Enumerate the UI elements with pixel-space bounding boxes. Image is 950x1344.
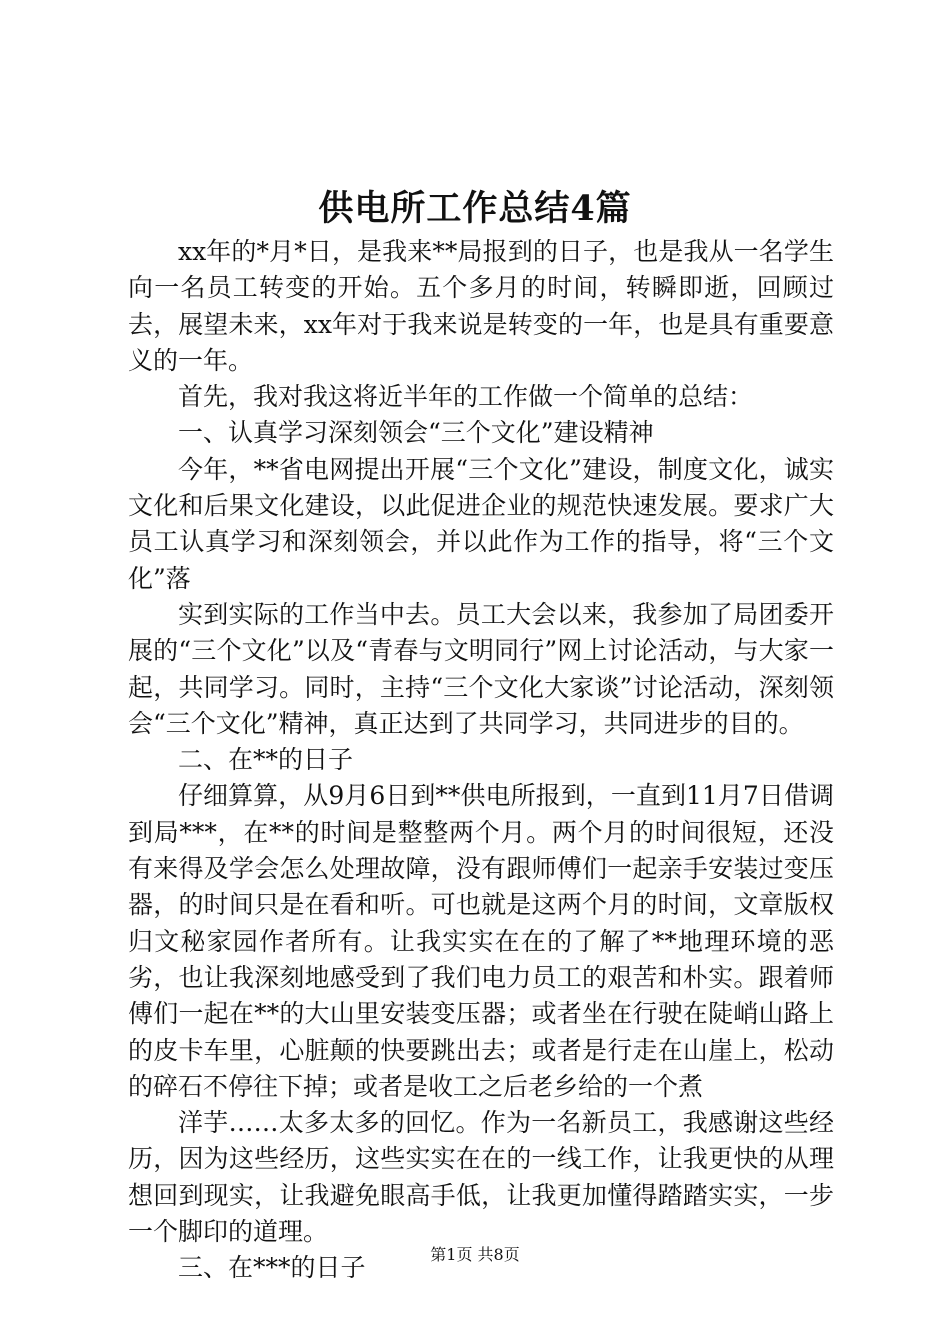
paragraph-three-cultures: 今年，**省电网提出开展“三个文化”建设，制度文化，诚实文化和后果文化建设，以此促进企业的规范快速发展。要求广大员工认真学习和深刻领会，并以此作为工作的指导，将“三个文化”落 bbox=[128, 454, 834, 593]
section-heading-2: 二、在**的日子 bbox=[178, 745, 354, 775]
page-footer: 第1页 共8页 bbox=[430, 1245, 520, 1264]
section-heading-3: 三、在***的日子 bbox=[178, 1253, 366, 1283]
section-heading-1: 一、认真学习深刻领会“三个文化”建设精神 bbox=[178, 418, 654, 448]
document-body bbox=[128, 234, 834, 1287]
paragraph-days-at-station: 仔细算算，从9月6日到**供电所报到，一直到11月7日借调到局***，在**的时间是整整两个月。两个月的时间很短，还没有来得及学会怎么处理故障，没有跟师傅们一起亲手安装过变压器，的时间只是在看和听。可也就是这两个月的时间，文章版权归文秘家园作者所有。让我实实在在的了解了**地理环境的恶劣，也让我深刻地感受到了我们电力员工的艰苦和朴实。跟着师傅们一起在**的大山里安装变压器；或者坐在行驶在陡峭山路上的皮卡车里，心脏颠的快要跳出去；或者是行走在山崖上，松动的碎石不停往下掉；或者是收工之后老乡给的一个煮 bbox=[128, 781, 834, 1101]
paragraph-memories: 洋芋……太多太多的回忆。作为一名新员工，我感谢这些经历，因为这些经历，这些实实在在的一线工作，让我更快的从理想回到现实，让我避免眼高手低，让我更加懂得踏踏实实，一步一个脚印的道理。 bbox=[128, 1108, 834, 1247]
paragraph-summary-lead: 首先，我对我这将近半年的工作做一个简单的总结： bbox=[178, 382, 754, 412]
document-title: 供电所工作总结4篇 bbox=[318, 188, 632, 229]
paragraph-intro: xx年的*月*日，是我来**局报到的日子，也是我从一名学生向一名员工转变的开始。五个多月的时间，转瞬即逝，回顾过去，展望未来，xx年对于我来说是转变的一年，也是具有重要意义的一年。 bbox=[128, 237, 834, 375]
paragraph-implementation: 实到实际的工作当中去。员工大会以来，我参加了局团委开展的“三个文化”以及“青春与文明同行”网上讨论活动，与大家一起，共同学习。同时，主持“三个文化大家谈”讨论活动，深刻领会“三个文化”精神，真正达到了共同学习，共同进步的目的。 bbox=[128, 599, 834, 738]
